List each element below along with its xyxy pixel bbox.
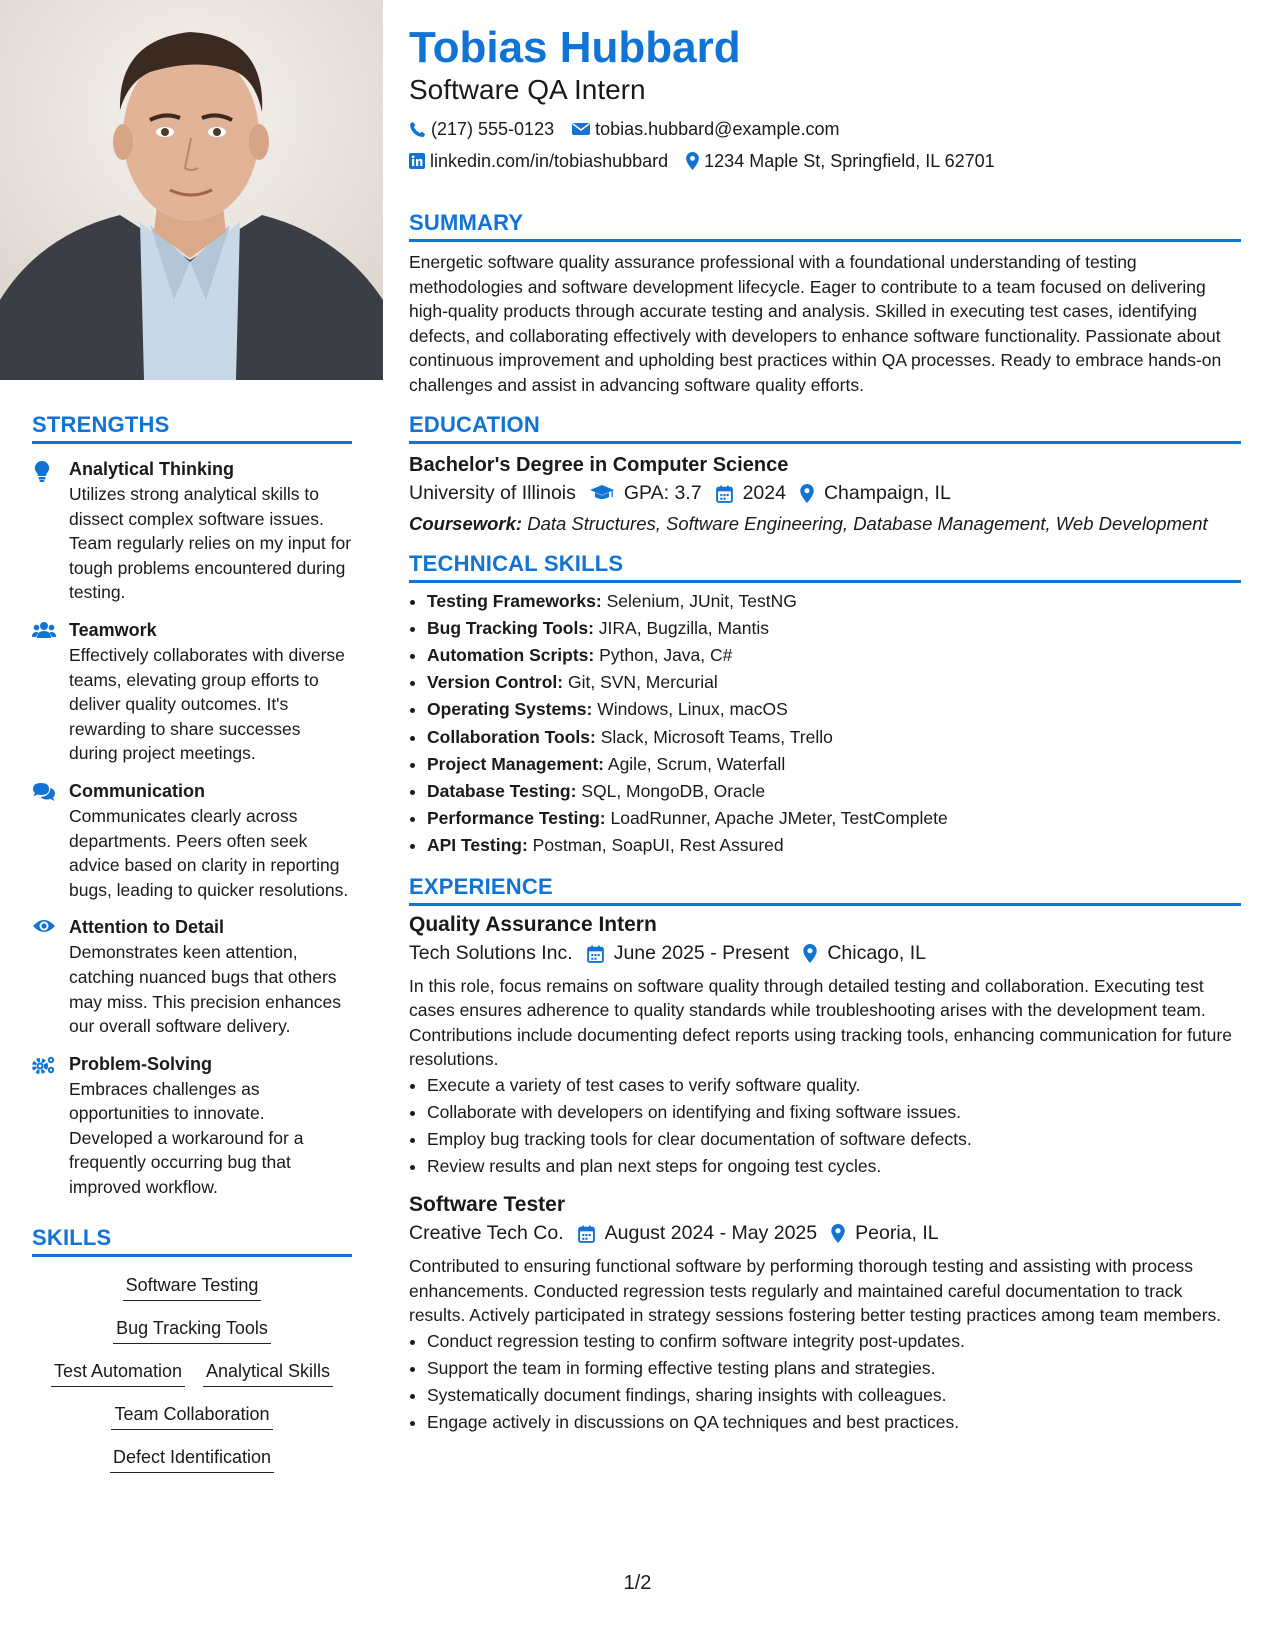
job-description: In this role, focus remains on software quality through detailed testing and collaboration. Executing test cases ensures adherence to quality standards while troubleshooting arises with the development team. Contributions include documenting defect reports using tracking tools, enhancing communication for future resolutions. <box>409 975 1232 1070</box>
candidate-role: Software QA Intern <box>409 74 646 105</box>
school-location: Champaign, IL <box>823 482 951 505</box>
skill-tag: Bug Tracking Tools <box>113 1318 271 1344</box>
strength-title: Communication <box>69 780 206 801</box>
job-bullets <box>409 1328 1241 1436</box>
job-entry <box>409 912 1241 1180</box>
left-column <box>32 412 352 1490</box>
page-number: 1/2 <box>623 1572 652 1594</box>
list-item: • Engage actively in discussions on QA techniques and best practices. <box>427 1409 1241 1436</box>
strength-item <box>32 457 352 605</box>
address-text: 1234 Maple St, Springfield, IL 62701 <box>704 150 995 171</box>
education-meta <box>409 478 1241 510</box>
list-item: • Automation Scripts: Python, Java, C# <box>427 642 1241 669</box>
phone-icon <box>409 121 426 138</box>
list-item: • Project Management: Agile, Scrum, Waterfall <box>427 751 1241 778</box>
skills-heading: SKILLS <box>32 1225 352 1257</box>
strength-desc: Embraces challenges as opportunities to innovate. Developed a workaround for a frequently occurring bug that improved workflow. <box>69 1078 304 1198</box>
lightbulb-icon <box>32 457 69 605</box>
gears-icon <box>32 1052 69 1200</box>
map-pin-icon <box>800 484 814 503</box>
email-link[interactable]: tobias.hubbard@example.com <box>595 118 840 139</box>
list-item: • Support the team in forming effective testing plans and strategies. <box>427 1355 1241 1382</box>
list-item: • Operating Systems: Windows, Linux, macOS <box>427 696 1241 723</box>
map-pin-icon <box>831 1224 845 1243</box>
linkedin-icon <box>409 153 425 169</box>
company-name: Tech Solutions Inc. <box>409 942 573 965</box>
strength-item <box>32 618 352 766</box>
list-item: • Performance Testing: LoadRunner, Apache JMeter, TestComplete <box>427 805 1241 832</box>
strength-item <box>32 915 352 1038</box>
list-item: • Conduct regression testing to confirm software integrity post-updates. <box>427 1328 1241 1355</box>
list-item: • Review results and plan next steps for ongoing test cycles. <box>427 1153 1241 1180</box>
strength-desc: Demonstrates keen attention, catching nuanced bugs that others may miss. This precision enhances our overall software delivery. <box>69 942 342 1037</box>
company-name: Creative Tech Co. <box>409 1222 564 1245</box>
skill-tag: Analytical Skills <box>203 1361 333 1387</box>
linkedin-link[interactable]: linkedin.com/in/tobiashubbard <box>430 150 669 171</box>
users-icon <box>32 618 69 766</box>
envelope-icon <box>572 122 590 136</box>
strength-desc: Communicates clearly across departments. Peers often seek advice based on clarity in reporting bugs, leading to quicker resolutions. <box>69 805 349 900</box>
strength-desc: Utilizes strong analytical skills to dissect complex software issues. Team regularly relies on my input for tough problems encountered during testing. <box>69 484 352 603</box>
right-column <box>409 22 1241 1436</box>
strengths-heading: STRENGTHS <box>32 412 352 444</box>
technical-skills-heading: TECHNICAL SKILLS <box>409 551 1241 583</box>
list-item: • Execute a variety of test cases to verify software quality. <box>427 1072 1241 1099</box>
list-item: • Collaborate with developers on identifying and fixing software issues. <box>427 1099 1241 1126</box>
job-title: Software Tester <box>409 1192 565 1216</box>
list-item: • Database Testing: SQL, MongoDB, Oracle <box>427 778 1241 805</box>
job-meta <box>409 938 1241 970</box>
job-description: Contributed to ensuring functional software by performing thorough testing and assisting with process enhancements. Conducted regression tests regularly and maintained careful documentation to track results. Actively participated in strategy sessions fostering better testing practices among team members. <box>409 1255 1222 1326</box>
strength-item <box>32 779 352 902</box>
calendar-icon <box>716 485 733 503</box>
job-dates: August 2024 - May 2025 <box>604 1222 818 1245</box>
job-dates: June 2025 - Present <box>613 942 790 965</box>
list-item: • Systematically document findings, sharing insights with colleagues. <box>427 1382 1241 1409</box>
job-title: Quality Assurance Intern <box>409 912 657 936</box>
graduation-cap-icon <box>590 485 614 502</box>
job-entry <box>409 1192 1241 1436</box>
eye-icon <box>32 915 69 1038</box>
contact-row <box>409 114 1241 144</box>
list-item: • Testing Frameworks: Selenium, JUnit, TestNG <box>427 588 1241 615</box>
candidate-name: Tobias Hubbard <box>409 23 741 72</box>
strength-title: Teamwork <box>69 619 157 640</box>
job-location: Peoria, IL <box>855 1222 939 1245</box>
strength-title: Attention to Detail <box>69 917 224 938</box>
job-location: Chicago, IL <box>827 942 926 965</box>
skill-tag: Software Testing <box>123 1275 262 1301</box>
coursework-list: Data Structures, Software Engineering, Database Management, Web Development <box>527 512 1208 534</box>
calendar-icon <box>587 945 604 963</box>
map-pin-icon <box>803 944 817 963</box>
experience-heading: EXPERIENCE <box>409 874 1241 906</box>
strength-item <box>32 1052 352 1200</box>
skill-tag: Team Collaboration <box>111 1404 272 1430</box>
coursework-label: Coursework: <box>409 512 523 534</box>
map-pin-icon <box>686 152 699 170</box>
coursework <box>409 512 1241 536</box>
education-heading: EDUCATION <box>409 412 1241 444</box>
graduation-year: 2024 <box>742 482 786 505</box>
technical-skills-list <box>409 588 1241 860</box>
strength-title: Analytical Thinking <box>69 459 235 479</box>
strength-title: Problem-Solving <box>69 1053 213 1074</box>
summary-text: Energetic software quality assurance professional with a foundational understanding of testing methodologies and software development lifecycle. Eager to contribute to a team focused on delivering high-quality products through accurate testing and analysis. Skilled in executing test cases, identifying defects, and collaborating effectively with developers to enhance software functionality. Passionate about continuous improvement and upholding best practices within QA processes. Ready to embrace hands-on challenges and assist in advancing software quality efforts. <box>409 252 1222 395</box>
school-name: University of Illinois <box>409 482 576 505</box>
list-item: • API Testing: Postman, SoapUI, Rest Assured <box>427 832 1241 859</box>
skill-tag: Test Automation <box>51 1361 185 1387</box>
strength-desc: Effectively collaborates with diverse teams, elevating group efforts to deliver quality outcomes. It's rewarding to share successes during project meetings. <box>69 644 345 764</box>
job-bullets <box>409 1072 1241 1180</box>
summary-heading: SUMMARY <box>409 210 1241 242</box>
list-item: • Collaboration Tools: Slack, Microsoft Teams, Trello <box>427 724 1241 751</box>
phone-number[interactable]: (217) 555-0123 <box>431 118 555 139</box>
profile-photo <box>0 0 383 380</box>
list-item: • Employ bug tracking tools for clear documentation of software defects. <box>427 1126 1241 1153</box>
calendar-icon <box>578 1225 595 1243</box>
skill-tag: Defect Identification <box>110 1447 274 1473</box>
skills-list <box>32 1275 352 1490</box>
job-meta <box>409 1218 1241 1250</box>
degree-title: Bachelor's Degree in Computer Science <box>409 453 789 476</box>
list-item: • Bug Tracking Tools: JIRA, Bugzilla, Mantis <box>427 615 1241 642</box>
comments-icon <box>32 779 69 902</box>
gpa-text: GPA: 3.7 <box>623 482 702 505</box>
list-item: • Version Control: Git, SVN, Mercurial <box>427 669 1241 696</box>
contact-row <box>409 146 1241 176</box>
